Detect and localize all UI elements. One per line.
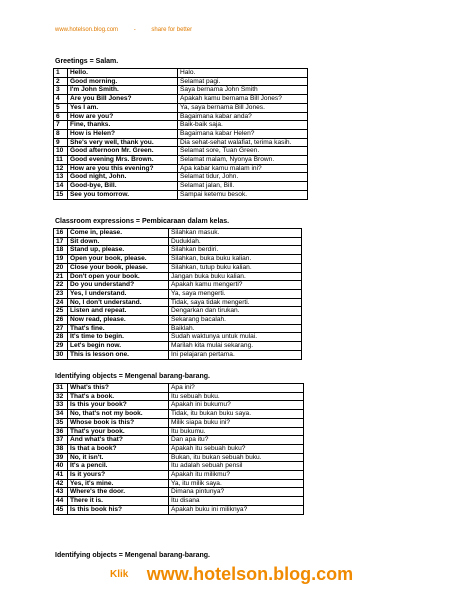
table-row — [54, 190, 308, 199]
row-number: 39 — [54, 453, 68, 462]
row-number: 42 — [54, 479, 68, 488]
row-number: 22 — [54, 281, 68, 290]
english-phrase: Good-bye, Bill. — [68, 182, 178, 191]
table-row — [54, 479, 304, 488]
english-phrase: Fine, thanks. — [68, 121, 178, 130]
indonesian-translation: Bagaimana kabar Helen? — [178, 129, 308, 138]
row-number: 36 — [54, 427, 68, 436]
english-phrase: She's very well, thank you. — [68, 138, 178, 147]
english-phrase: There it is. — [68, 497, 169, 506]
indonesian-translation: Jangan buka buku kalian. — [169, 272, 302, 281]
indonesian-translation: Sampai ketemu besok. — [178, 190, 308, 199]
row-number: 20 — [54, 263, 68, 272]
vocab-table — [53, 68, 308, 200]
row-number: 12 — [54, 164, 68, 173]
indonesian-translation: Marilah kita mulai sekarang. — [169, 342, 302, 351]
table-row — [54, 453, 304, 462]
english-phrase: Now read, please. — [68, 316, 169, 325]
table-row — [54, 289, 302, 298]
indonesian-translation: Tidak, itu bukan buku saya. — [169, 410, 304, 419]
row-number: 24 — [54, 298, 68, 307]
english-phrase: Is this your book? — [68, 401, 169, 410]
row-number: 15 — [54, 190, 68, 199]
indonesian-translation: Selamat malam, Nyonya Brown. — [178, 156, 308, 165]
table-row — [54, 229, 302, 238]
english-phrase: That's your book. — [68, 427, 169, 436]
row-number: 23 — [54, 289, 68, 298]
english-phrase: Do you understand? — [68, 281, 169, 290]
row-number: 8 — [54, 129, 68, 138]
indonesian-translation: Apa kabar kamu malam ini? — [178, 164, 308, 173]
table-row — [54, 138, 308, 147]
english-phrase: I'm John Smith. — [68, 86, 178, 95]
english-phrase: Good evening Mrs. Brown. — [68, 156, 178, 165]
indonesian-translation: Bagaimana kabar anda? — [178, 112, 308, 121]
table-row — [54, 255, 302, 264]
row-number: 28 — [54, 333, 68, 342]
row-number: 14 — [54, 182, 68, 191]
indonesian-translation: Ya, saya bernama Bill Jones. — [178, 103, 308, 112]
table-row — [54, 333, 302, 342]
indonesian-translation: Silahkan, tutup buku kalian. — [169, 263, 302, 272]
english-phrase: Are you Bill Jones? — [68, 95, 178, 104]
indonesian-translation: Silahkan, buka buku kalian. — [169, 255, 302, 264]
row-number: 17 — [54, 237, 68, 246]
table-row — [54, 121, 308, 130]
row-number: 4 — [54, 95, 68, 104]
indonesian-translation: Apakah kamu mengerti? — [169, 281, 302, 290]
row-number: 16 — [54, 229, 68, 238]
table-row — [54, 86, 308, 95]
footer-link[interactable] — [110, 564, 353, 585]
row-number: 10 — [54, 147, 68, 156]
indonesian-translation: Apakah ini bukumu? — [169, 401, 304, 410]
row-number: 9 — [54, 138, 68, 147]
table-row — [54, 316, 302, 325]
indonesian-translation: Milik siapa buku ini? — [169, 418, 304, 427]
english-phrase: Come in, please. — [68, 229, 169, 238]
english-phrase: Yes I am. — [68, 103, 178, 112]
indonesian-translation: Dan apa itu? — [169, 436, 304, 445]
indonesian-translation: Itu bukumu. — [169, 427, 304, 436]
row-number: 34 — [54, 410, 68, 419]
table-row — [54, 324, 302, 333]
indonesian-translation: Saya bernama John Smith — [178, 86, 308, 95]
english-phrase: It's a pencil. — [68, 462, 169, 471]
footer-section-title: Identifying objects = Mengenal barang-barang. — [55, 552, 210, 559]
row-number: 1 — [54, 69, 68, 78]
indonesian-translation: Halo. — [178, 69, 308, 78]
row-number: 45 — [54, 505, 68, 514]
row-number: 41 — [54, 471, 68, 480]
table-row — [54, 164, 308, 173]
section-title: Identifying objects = Mengenal barang-barang. — [55, 373, 210, 380]
indonesian-translation: Silahkan berdiri. — [169, 246, 302, 255]
row-number: 30 — [54, 350, 68, 359]
vocab-table — [53, 383, 304, 515]
english-phrase: This is lesson one. — [68, 350, 169, 359]
row-number: 26 — [54, 316, 68, 325]
table-row — [54, 401, 304, 410]
english-phrase: How are you? — [68, 112, 178, 121]
row-number: 3 — [54, 86, 68, 95]
table-row — [54, 427, 304, 436]
table-row — [54, 246, 302, 255]
table-row — [54, 272, 302, 281]
page-header — [55, 27, 206, 33]
row-number: 35 — [54, 418, 68, 427]
indonesian-translation: Apakah itu sebuah buku? — [169, 444, 304, 453]
table-row — [54, 392, 304, 401]
row-number: 11 — [54, 156, 68, 165]
indonesian-translation: Silahkan masuk. — [169, 229, 302, 238]
indonesian-translation: Selamat pagi. — [178, 77, 308, 86]
english-phrase: Don't open your book. — [68, 272, 169, 281]
english-phrase: Stand up, please. — [68, 246, 169, 255]
indonesian-translation: Sudah waktunya untuk mulai. — [169, 333, 302, 342]
table-row — [54, 281, 302, 290]
indonesian-translation: Baik-baik saja. — [178, 121, 308, 130]
english-phrase: Hello. — [68, 69, 178, 78]
table-row — [54, 488, 304, 497]
table-row — [54, 95, 308, 104]
indonesian-translation: Apakah itu milikmu? — [169, 471, 304, 480]
indonesian-translation: Baiklah. — [169, 324, 302, 333]
english-phrase: Whose book is this? — [68, 418, 169, 427]
row-number: 29 — [54, 342, 68, 351]
table-row — [54, 103, 308, 112]
table-row — [54, 436, 304, 445]
english-phrase: No, I don't understand. — [68, 298, 169, 307]
row-number: 6 — [54, 112, 68, 121]
indonesian-translation: Dimana pintunya? — [169, 488, 304, 497]
row-number: 40 — [54, 462, 68, 471]
indonesian-translation: Dia sehat-sehat walafiat, terima kasih. — [178, 138, 308, 147]
english-phrase: How are you this evening? — [68, 164, 178, 173]
table-row — [54, 69, 308, 78]
indonesian-translation: Itu disana — [169, 497, 304, 506]
indonesian-translation: Apa ini? — [169, 384, 304, 393]
row-number: 37 — [54, 436, 68, 445]
indonesian-translation: Ini pelajaran pertama. — [169, 350, 302, 359]
table-row — [54, 410, 304, 419]
english-phrase: That's a book. — [68, 392, 169, 401]
indonesian-translation: Apakah kamu bernama Bill Jones? — [178, 95, 308, 104]
indonesian-translation: Selamat tidur, John. — [178, 173, 308, 182]
english-phrase: Where's the door. — [68, 488, 169, 497]
english-phrase: Good morning. — [68, 77, 178, 86]
row-number: 7 — [54, 121, 68, 130]
table-row — [54, 156, 308, 165]
english-phrase: No, it isn't. — [68, 453, 169, 462]
english-phrase: Good afternoon Mr. Green. — [68, 147, 178, 156]
english-phrase: Good night, John. — [68, 173, 178, 182]
table-row — [54, 471, 304, 480]
english-phrase: Is it yours? — [68, 471, 169, 480]
row-number: 38 — [54, 444, 68, 453]
indonesian-translation: Dengarkan dan tirukan. — [169, 307, 302, 316]
english-phrase: Let's begin now. — [68, 342, 169, 351]
indonesian-translation: Ya, saya mengerti. — [169, 289, 302, 298]
table-row — [54, 129, 308, 138]
indonesian-translation: Tidak, saya tidak mengerti. — [169, 298, 302, 307]
indonesian-translation: Selamat sore, Tuan Green. — [178, 147, 308, 156]
indonesian-translation: Sekarang bacalah. — [169, 316, 302, 325]
indonesian-translation: Itu adalah sebuah pensil — [169, 462, 304, 471]
row-number: 25 — [54, 307, 68, 316]
row-number: 44 — [54, 497, 68, 506]
english-phrase: That's fine. — [68, 324, 169, 333]
english-phrase: Listen and repeat. — [68, 307, 169, 316]
english-phrase: Sit down. — [68, 237, 169, 246]
english-phrase: How is Helen? — [68, 129, 178, 138]
section-title: Classroom expressions = Pembicaraan dalam kelas. — [55, 218, 230, 225]
indonesian-translation: Apakah buku ini miliknya? — [169, 505, 304, 514]
table-row — [54, 505, 304, 514]
english-phrase: Yes, I understand. — [68, 289, 169, 298]
row-number: 31 — [54, 384, 68, 393]
english-phrase: No, that's not my book. — [68, 410, 169, 419]
row-number: 18 — [54, 246, 68, 255]
klik-label[interactable]: Klik — [110, 569, 129, 580]
header-separator: - — [133, 27, 136, 33]
indonesian-translation: Ya, itu milik saya. — [169, 479, 304, 488]
row-number: 33 — [54, 401, 68, 410]
section-title: Greetings = Salam. — [55, 58, 119, 65]
english-phrase: And what's that? — [68, 436, 169, 445]
table-row — [54, 237, 302, 246]
table-row — [54, 444, 304, 453]
indonesian-translation: Duduklah. — [169, 237, 302, 246]
english-phrase: Open your book, please. — [68, 255, 169, 264]
vocab-table — [53, 228, 302, 360]
row-number: 2 — [54, 77, 68, 86]
row-number: 27 — [54, 324, 68, 333]
table-row — [54, 462, 304, 471]
english-phrase: Yes, it's mine. — [68, 479, 169, 488]
english-phrase: See you tomorrow. — [68, 190, 178, 199]
table-row — [54, 497, 304, 506]
table-row — [54, 263, 302, 272]
english-phrase: What's this? — [68, 384, 169, 393]
row-number: 21 — [54, 272, 68, 281]
row-number: 19 — [54, 255, 68, 264]
english-phrase: Is that a book? — [68, 444, 169, 453]
indonesian-translation: Itu sebuah buku. — [169, 392, 304, 401]
table-row — [54, 350, 302, 359]
table-row — [54, 112, 308, 121]
english-phrase: It's time to begin. — [68, 333, 169, 342]
table-row — [54, 307, 302, 316]
table-row — [54, 182, 308, 191]
table-row — [54, 77, 308, 86]
tagline: share for better — [151, 27, 193, 33]
table-row — [54, 298, 302, 307]
table-row — [54, 147, 308, 156]
row-number: 5 — [54, 103, 68, 112]
table-row — [54, 384, 304, 393]
english-phrase: Is this book his? — [68, 505, 169, 514]
table-row — [54, 342, 302, 351]
site-link[interactable]: www.hotelson.blog.com — [55, 27, 119, 33]
row-number: 32 — [54, 392, 68, 401]
table-row — [54, 418, 304, 427]
table-row — [54, 173, 308, 182]
row-number: 13 — [54, 173, 68, 182]
indonesian-translation: Selamat jalan, Bill. — [178, 182, 308, 191]
indonesian-translation: Bukan, itu bukan sebuah buku. — [169, 453, 304, 462]
row-number: 43 — [54, 488, 68, 497]
english-phrase: Close your book, please. — [68, 263, 169, 272]
footer-url[interactable]: www.hotelson.blog.com — [146, 564, 354, 584]
